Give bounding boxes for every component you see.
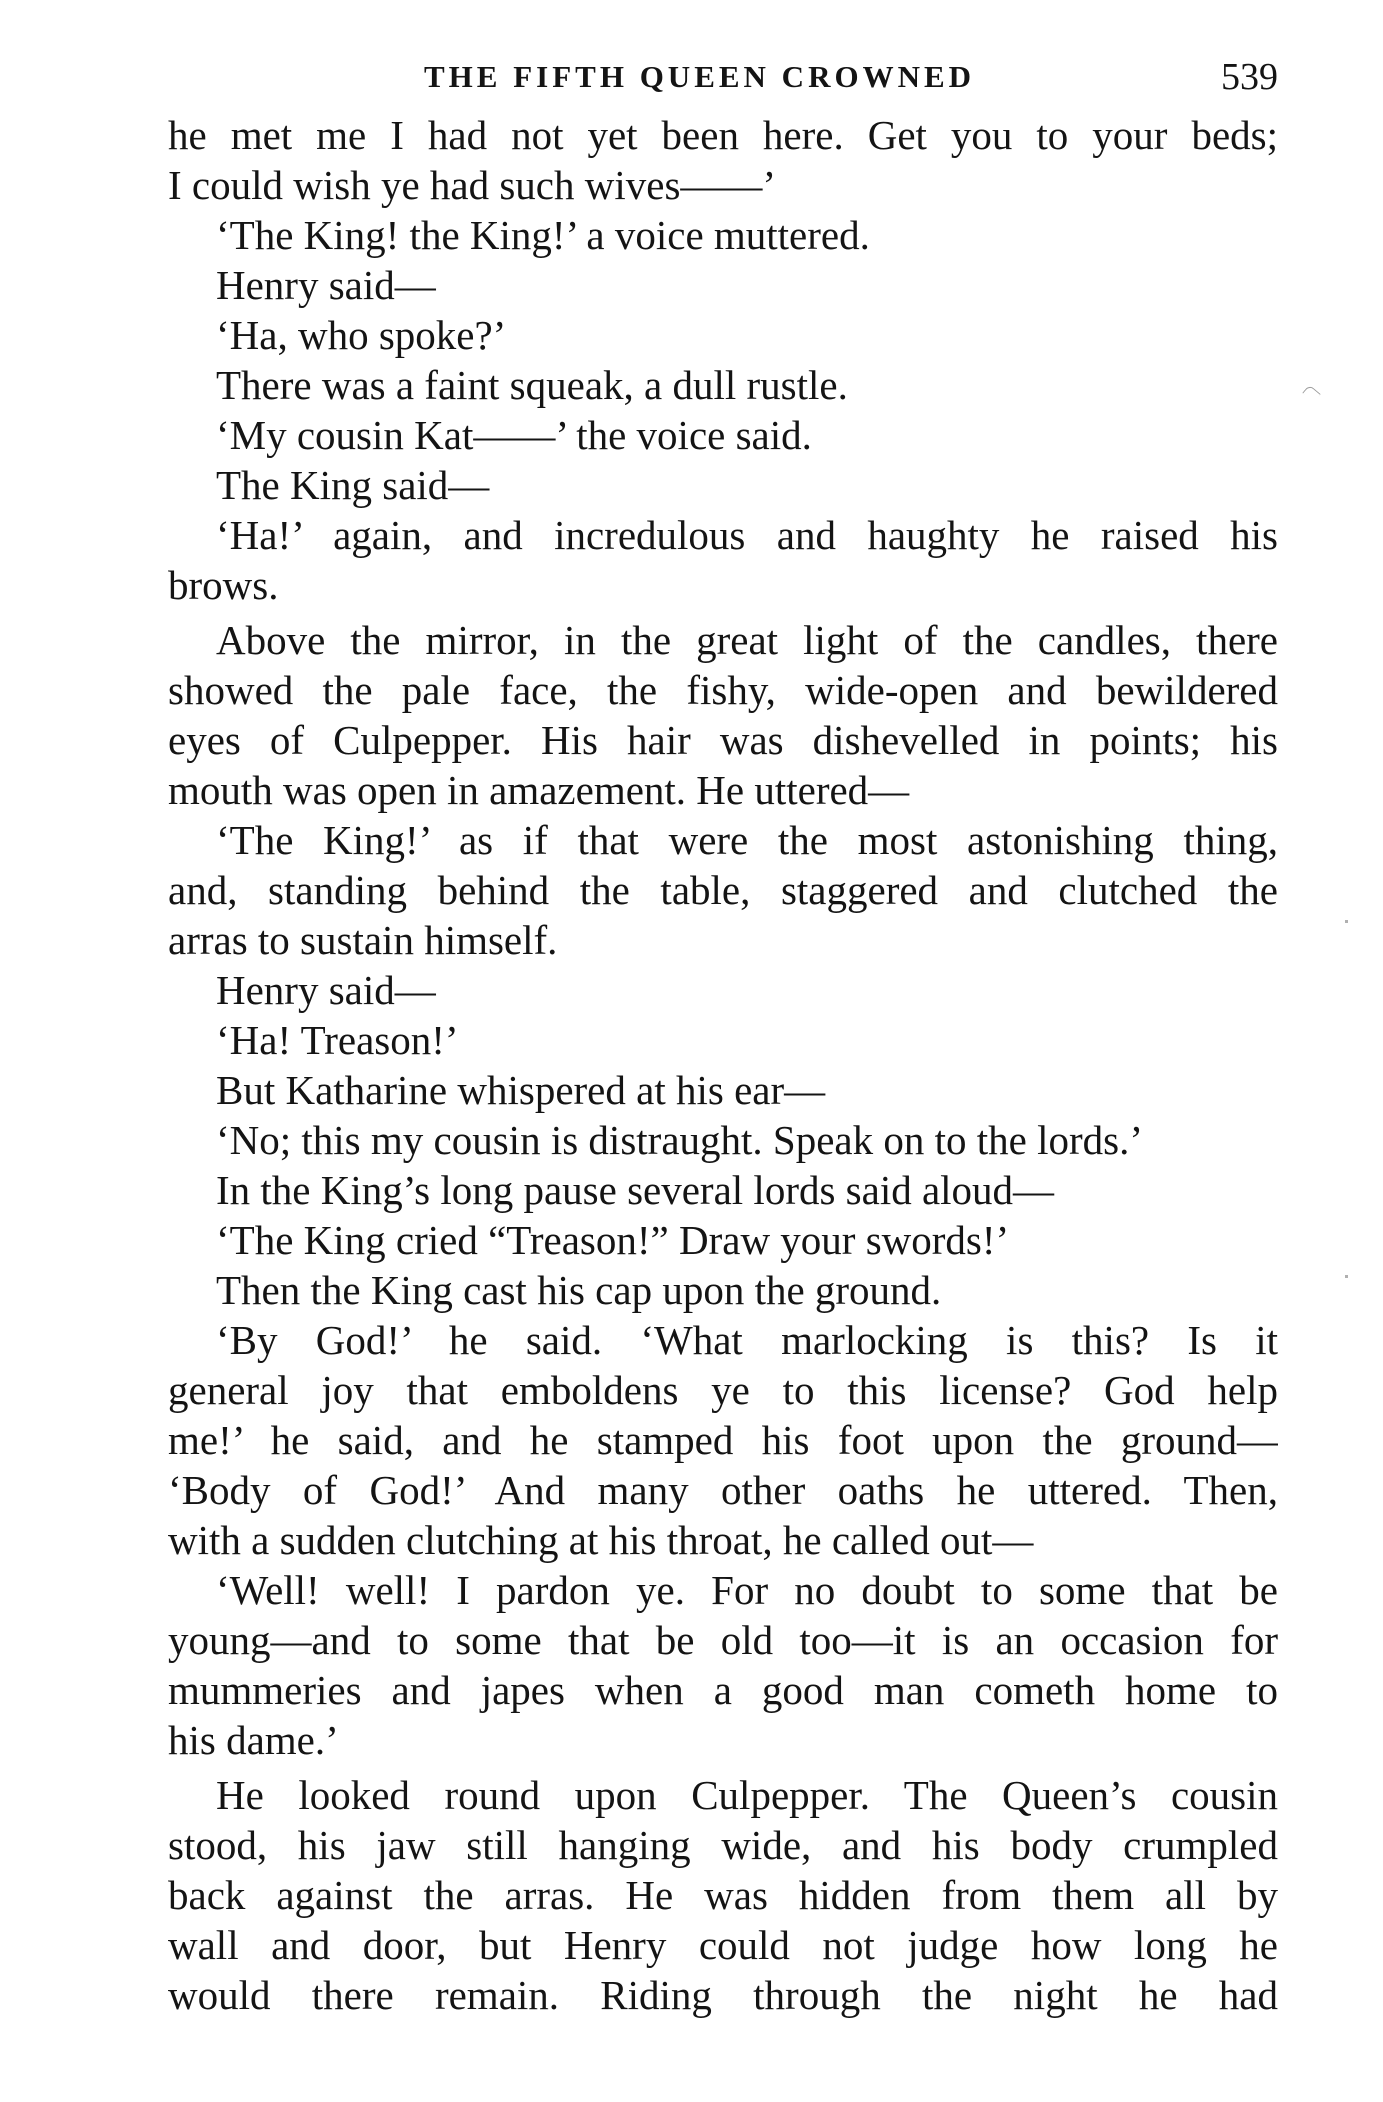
text-line: general joy that emboldens ye to this license? God help bbox=[168, 1367, 1278, 1413]
text-line: mouth was open in amazement. He uttered— bbox=[168, 767, 910, 813]
text-line: young—and to some that be old too—it is an occasion for bbox=[168, 1617, 1278, 1663]
scan-mark bbox=[1302, 384, 1321, 402]
text-line: ‘Ha!’ again, and incredulous and haughty he raised his bbox=[216, 512, 1278, 558]
text-line: Henry said— bbox=[216, 262, 436, 308]
text-line: wall and door, but Henry could not judge how long he bbox=[168, 1922, 1278, 1968]
text-line: ‘No; this my cousin is distraught. Speak on to the lords.’ bbox=[216, 1117, 1143, 1163]
text-line: The King said— bbox=[216, 462, 490, 508]
text-line: showed the pale face, the fishy, wide-open and bewildered bbox=[168, 667, 1278, 713]
text-line: He looked round upon Culpepper. The Queen’s cousin bbox=[216, 1772, 1278, 1818]
text-line: There was a faint squeak, a dull rustle. bbox=[216, 362, 848, 408]
text-line: his dame.’ bbox=[168, 1717, 339, 1763]
text-line: ‘My cousin Kat——’ the voice said. bbox=[216, 412, 812, 458]
text-line: ‘Ha, who spoke?’ bbox=[216, 312, 507, 358]
text-line: In the King’s long pause several lords said aloud— bbox=[216, 1167, 1055, 1213]
text-line: with a sudden clutching at his throat, he called out— bbox=[168, 1517, 1034, 1563]
text-line: ‘By God!’ he said. ‘What marlocking is this? Is it bbox=[216, 1317, 1278, 1363]
text-line: ‘The King!’ as if that were the most astonishing thing, bbox=[216, 817, 1278, 863]
text-line: he met me I had not yet been here. Get you to your beds; bbox=[168, 112, 1278, 158]
text-line: ‘The King! the King!’ a voice muttered. bbox=[216, 212, 870, 258]
text-line: Henry said— bbox=[216, 967, 436, 1013]
text-line: me!’ he said, and he stamped his foot upon the ground— bbox=[168, 1417, 1278, 1463]
text-line: and, standing behind the table, staggered and clutched the bbox=[168, 867, 1278, 913]
page-number: 539 bbox=[1221, 56, 1278, 98]
text-line: ‘Ha! Treason!’ bbox=[216, 1017, 459, 1063]
text-line: would there remain. Riding through the night he had bbox=[168, 1972, 1278, 2018]
text-line: Above the mirror, in the great light of the candles, there bbox=[216, 617, 1278, 663]
page-header bbox=[168, 52, 1278, 102]
text-line: I could wish ye had such wives——’ bbox=[168, 162, 777, 208]
text-line: back against the arras. He was hidden from them all by bbox=[168, 1872, 1278, 1918]
text-line: stood, his jaw still hanging wide, and his body crumpled bbox=[168, 1822, 1278, 1868]
text-line: ‘The King cried “Treason!” Draw your swords!’ bbox=[216, 1217, 1010, 1263]
body-text bbox=[168, 110, 1278, 2020]
scan-speck bbox=[1345, 1275, 1348, 1278]
text-line: brows. bbox=[168, 562, 279, 608]
running-head: THE FIFTH QUEEN CROWNED bbox=[424, 59, 976, 94]
scan-speck bbox=[1345, 920, 1348, 923]
text-line: ‘Body of God!’ And many other oaths he uttered. Then, bbox=[168, 1467, 1278, 1513]
text-line: ‘Well! well! I pardon ye. For no doubt to some that be bbox=[216, 1567, 1278, 1613]
text-line: arras to sustain himself. bbox=[168, 917, 558, 963]
text-line: Then the King cast his cap upon the ground. bbox=[216, 1267, 942, 1313]
text-line: eyes of Culpepper. His hair was dishevelled in points; his bbox=[168, 717, 1278, 763]
text-line: mummeries and japes when a good man cometh home to bbox=[168, 1667, 1278, 1713]
text-line: But Katharine whispered at his ear— bbox=[216, 1067, 826, 1113]
